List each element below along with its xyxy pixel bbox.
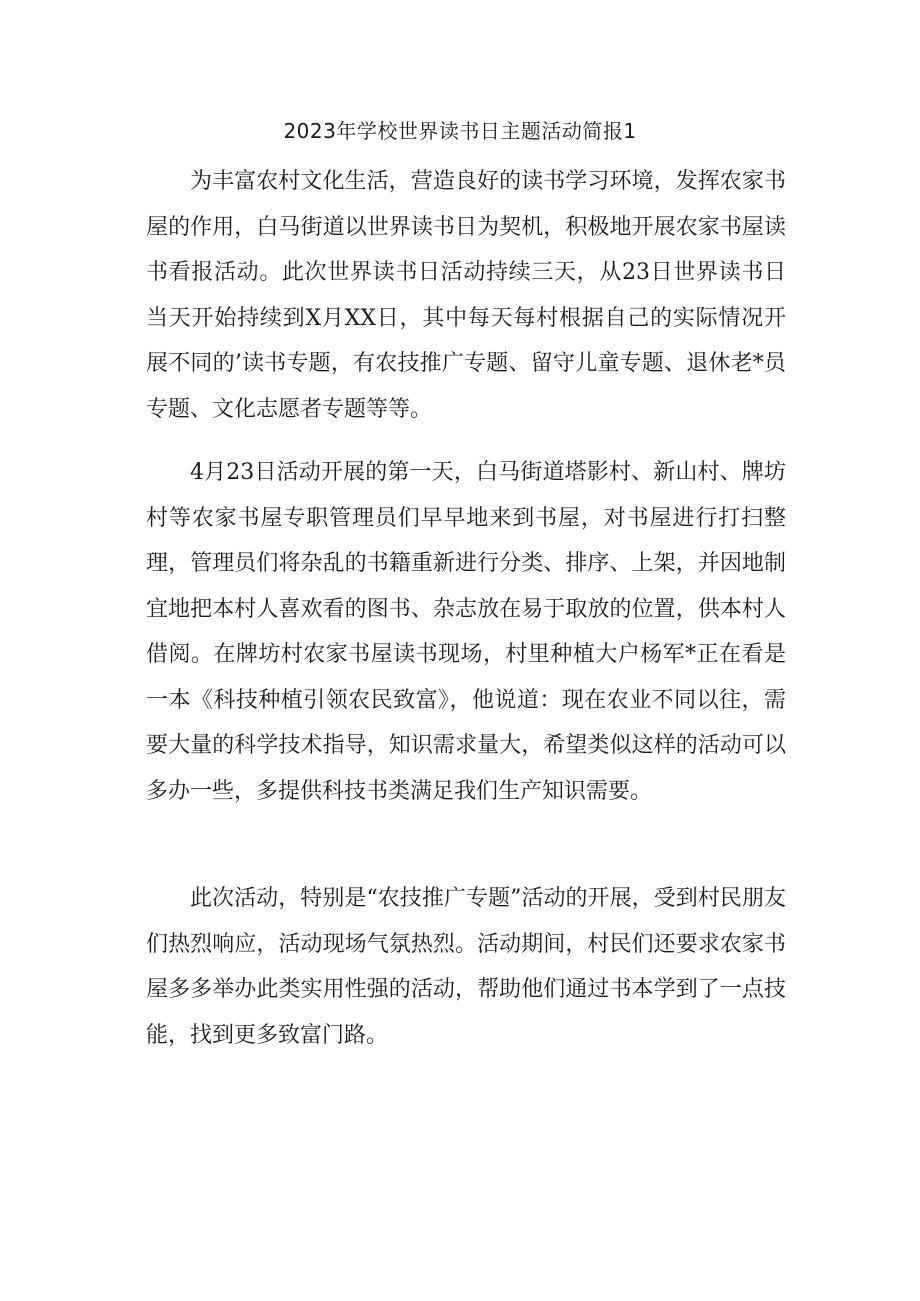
paragraph-3: 此次活动，特别是“农技推广专题”活动的开展，受到村民朋友们热烈响应，活动现场气氛热烈。活动期间，村民们还要求农家书屋多多举办此类实用性强的活动，帮助他们通过书本学到了一点技能，找到更多致富门路。 — [146, 886, 786, 1048]
paragraph-1: 为丰富农村文化生活，营造良好的读书学习环境，发挥农家书屋的作用，白马街道以世界读书日为契机，积极地开展农家书屋读书看报活动。此次世界读书日活动持续三天，从23日世界读书日当天开始持续到X月XX日，其中每天每村根据自己的实际情况开展不同的’读书专题，有农技推广专题、留守儿童专题、退休老*员专题、文化志愿者专题等等。 — [146, 169, 786, 422]
paragraph-2: 4月23日活动开展的第一天，白马街道塔影村、新山村、牌坊村等农家书屋专职管理员们早早地来到书屋，对书屋进行打扫整理，管理员们将杂乱的书籍重新进行分类、排序、上架，并因地制宜地把本村人喜欢看的图书、杂志放在易于取放的位置，供本村人借阅。在牌坊村农家书屋读书现场，村里种植大户杨军*正在看是一本《科技种植引领农民致富》，他说道：现在农业不同以往，需要大量的科学技术指导，知识需求量大，希望类似这样的活动可以多办一些，多提供科技书类满足我们生产知识需要。 — [146, 460, 786, 804]
document-title: 2023年学校世界读书日主题活动简报1 — [283, 119, 637, 143]
